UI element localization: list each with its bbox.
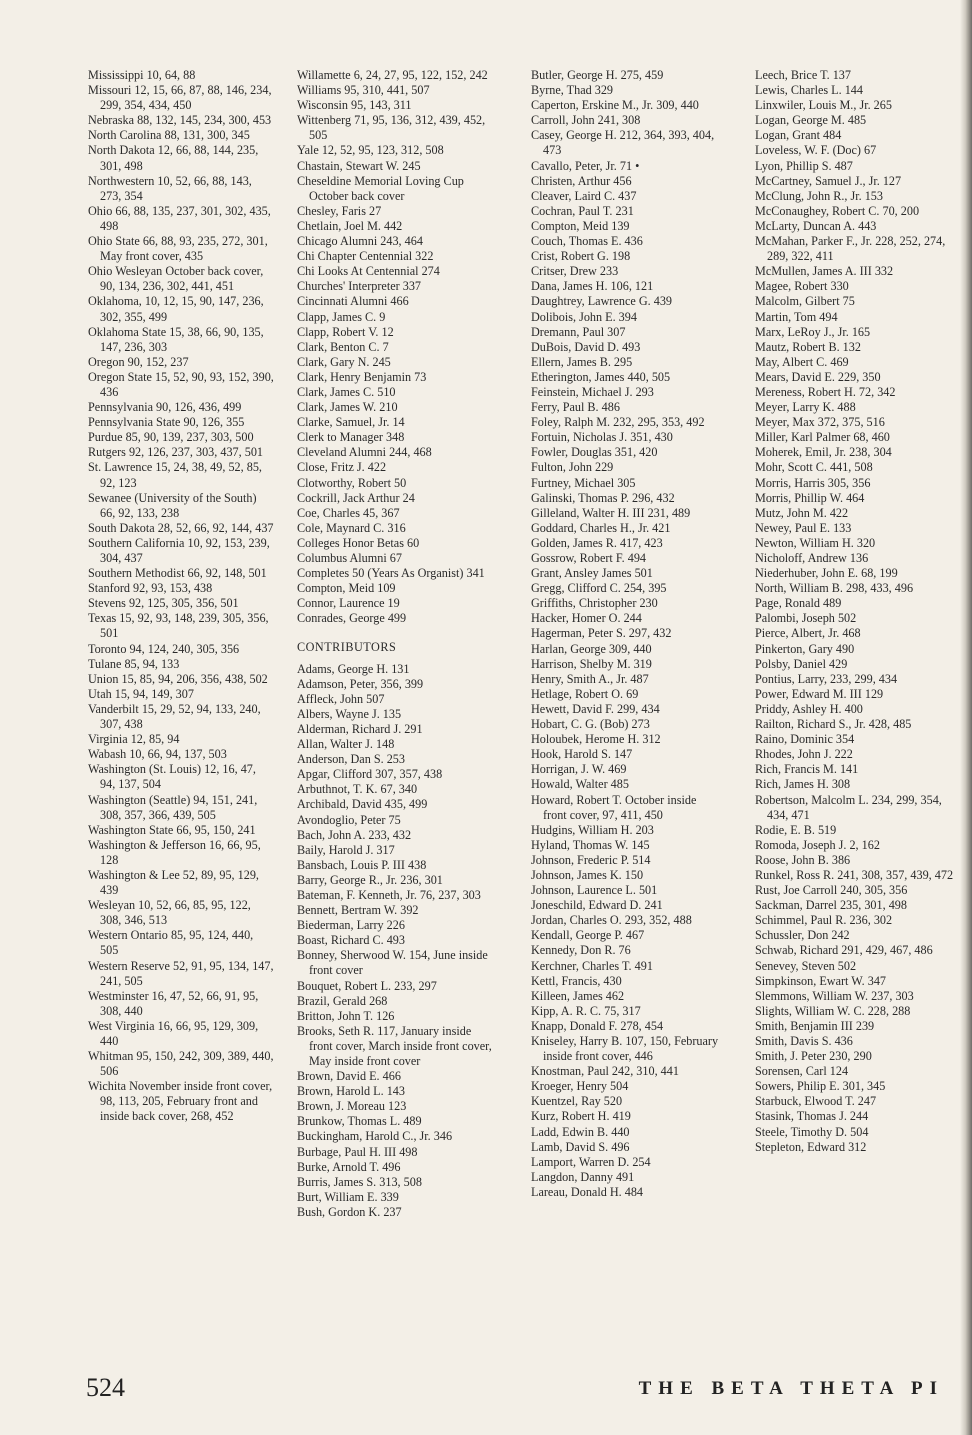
index-entry: Mautz, Robert B. 132 (755, 339, 861, 354)
index-entry: Morris, Phillip W. 464 (755, 490, 865, 505)
index-entry: Kettl, Francis, 430 (531, 973, 622, 988)
index-entry: Clapp, Robert V. 12 (297, 324, 394, 339)
index-entry: Brown, J. Moreau 123 (297, 1099, 407, 1114)
index-entry: Raino, Dominic 354 (755, 732, 855, 747)
index-entry: Marx, LeRoy J., Jr. 165 (755, 324, 871, 339)
index-entry: Romoda, Joseph J. 2, 162 (755, 837, 880, 852)
index-entry: Westminster 16, 47, 52, 66, 91, 95, 308, 440 (88, 988, 259, 1018)
index-entry: Smith, Benjamin III 239 (755, 1018, 875, 1033)
index-entry: Completes 50 (Years As Organist) 341 (297, 566, 485, 581)
index-entry: Hook, Harold S. 147 (531, 747, 633, 762)
index-entry: Kniseley, Harry B. 107, 150, February inside front cover, 446 (531, 1034, 719, 1064)
index-entry: Ladd, Edwin B. 440 (531, 1124, 630, 1139)
index-entry: Jordan, Charles O. 293, 352, 488 (531, 913, 692, 928)
index-entry: Caperton, Erskine M., Jr. 309, 440 (531, 98, 699, 113)
index-entry: Dremann, Paul 307 (531, 324, 626, 339)
index-entry: May, Albert C. 469 (755, 354, 849, 369)
index-entry: Cleaver, Laird C. 437 (531, 188, 637, 203)
index-entry: Purdue 85, 90, 139, 237, 303, 500 (88, 430, 254, 445)
index-entry: Colleges Honor Betas 60 (297, 535, 420, 550)
index-entry: Cockrill, Jack Arthur 24 (297, 490, 415, 505)
index-entry: Toronto 94, 124, 240, 305, 356 (88, 641, 240, 656)
index-entry: St. Lawrence 15, 24, 38, 49, 52, 85, 92, 123 (88, 460, 262, 490)
index-entry: Howald, Walter 485 (531, 777, 629, 792)
index-entry: Bateman, F. Kenneth, Jr. 76, 237, 303 (297, 887, 481, 902)
index-entry: Runkel, Ross R. 241, 308, 357, 439, 472 (755, 867, 954, 882)
index-entry: Polsby, Daniel 429 (755, 656, 848, 671)
index-entry: Chetlain, Joel M. 442 (297, 218, 403, 233)
index-entry: Lamb, David S. 496 (531, 1139, 630, 1154)
index-entry: Hagerman, Peter S. 297, 432 (531, 626, 672, 641)
index-entry: Magee, Robert 330 (755, 279, 849, 294)
index-entry: Tulane 85, 94, 133 (88, 656, 180, 671)
index-entry: Joneschild, Edward D. 241 (531, 898, 663, 913)
index-entry: Langdon, Danny 491 (531, 1169, 635, 1184)
index-entry: Pennsylvania 90, 126, 436, 499 (88, 400, 242, 415)
index-entry: Brunkow, Thomas L. 489 (297, 1114, 422, 1129)
index-entry: Wittenberg 71, 95, 136, 312, 439, 452, 505 (297, 113, 486, 143)
index-entry: Lamport, Warren D. 254 (531, 1154, 651, 1169)
index-entry: Missouri 12, 15, 66, 87, 88, 146, 234, 299, 354, 434, 450 (88, 83, 272, 113)
index-column-3 (531, 68, 723, 1200)
index-entry: Stevens 92, 125, 305, 356, 501 (88, 596, 239, 611)
index-entry: Fortuin, Nicholas J. 351, 430 (531, 430, 673, 445)
index-entry: Hetlage, Robert O. 69 (531, 686, 639, 701)
index-entry: Rutgers 92, 126, 237, 303, 437, 501 (88, 445, 264, 460)
index-entry: Buckingham, Harold C., Jr. 346 (297, 1129, 453, 1144)
index-entry: Power, Edward M. III 129 (755, 686, 884, 701)
index-entry: Horrigan, J. W. 469 (531, 762, 627, 777)
index-entry: Hudgins, William H. 203 (531, 822, 654, 837)
index-entry: Biederman, Larry 226 (297, 918, 405, 933)
index-entry: Baily, Harold J. 317 (297, 842, 395, 857)
index-entry: Mississippi 10, 64, 88 (88, 68, 196, 82)
index-entry: Oregon 90, 152, 237 (88, 354, 189, 369)
index-entry: Washington (Seattle) 94, 151, 241, 308, 357, 366, 439, 505 (88, 792, 258, 822)
index-entry: Burbage, Paul H. III 498 (297, 1144, 418, 1159)
index-entry: Union 15, 85, 94, 206, 356, 438, 502 (88, 671, 268, 686)
index-entry: Simpkinson, Ewart W. 347 (755, 973, 887, 988)
index-entry: Fulton, John 229 (531, 460, 614, 475)
index-entry: Clark, Henry Benjamin 73 (297, 369, 427, 384)
index-entry: Mutz, John M. 422 (755, 505, 849, 520)
index-entry: Brown, David E. 466 (297, 1069, 401, 1084)
index-entry: Grant, Ansley James 501 (531, 566, 653, 581)
index-entry: Meyer, Max 372, 375, 516 (755, 415, 885, 430)
index-entry: Griffiths, Christopher 230 (531, 596, 658, 611)
index-entry: Harrison, Shelby M. 319 (531, 656, 652, 671)
index-entry: McLarty, Duncan A. 443 (755, 218, 877, 233)
index-entry: Burt, William E. 339 (297, 1189, 399, 1204)
index-entry: Rich, James H. 308 (755, 777, 851, 792)
index-entry: Stepleton, Edward 312 (755, 1139, 867, 1154)
index-entry: Howard, Robert T. October inside front cover, 97, 411, 450 (531, 792, 697, 822)
index-entry: Bennett, Bertram W. 392 (297, 903, 419, 918)
index-entry: Pierce, Albert, Jr. 468 (755, 626, 861, 641)
index-entry: Schussler, Don 242 (755, 928, 850, 943)
section-gap (297, 626, 493, 640)
index-entry: Casey, George H. 212, 364, 393, 404, 473 (531, 128, 715, 158)
index-entry: DuBois, David D. 493 (531, 339, 641, 354)
index-entry: Chastain, Stewart W. 245 (297, 158, 421, 173)
index-entry: Kuentzel, Ray 520 (531, 1094, 623, 1109)
index-entry: Sewanee (University of the South) 66, 92, 133, 238 (88, 490, 257, 520)
index-entry: Pontius, Larry, 233, 299, 434 (755, 671, 898, 686)
index-entry: Affleck, John 507 (297, 691, 385, 706)
index-entry: Hobart, C. G. (Bob) 273 (531, 717, 650, 732)
index-entry: Schwab, Richard 291, 429, 467, 486 (755, 943, 933, 958)
index-entry: Leech, Brice T. 137 (755, 68, 851, 82)
page-edge-shadow (960, 0, 972, 1435)
index-entry: Clark, Benton C. 7 (297, 339, 389, 354)
index-entry: Chi Looks At Centennial 274 (297, 264, 440, 279)
index-entry: Pinkerton, Gary 490 (755, 641, 855, 656)
index-entry: Oklahoma State 15, 38, 66, 90, 135, 147, 236, 303 (88, 324, 264, 354)
index-entry: Brooks, Seth R. 117, January inside front cover, March inside front cover, May inside front cover (297, 1023, 492, 1068)
index-entry: Mohr, Scott C. 441, 508 (755, 460, 873, 475)
index-entry: Barry, George R., Jr. 236, 301 (297, 872, 443, 887)
index-entry: Ellern, James B. 295 (531, 354, 633, 369)
page-number: 524 (86, 1373, 125, 1402)
index-entry: Roose, John B. 386 (755, 852, 851, 867)
index-entry: Ferry, Paul B. 486 (531, 400, 620, 415)
index-entry: Steele, Timothy D. 504 (755, 1124, 869, 1139)
index-entry: Nicholoff, Andrew 136 (755, 551, 869, 565)
index-entry: Adamson, Peter, 356, 399 (297, 676, 424, 691)
index-entry: Stasink, Thomas J. 244 (755, 1109, 869, 1124)
index-entry: North Dakota 12, 66, 88, 144, 235, 301, 498 (88, 143, 259, 173)
index-entry: Kendall, George P. 467 (531, 928, 645, 943)
index-entry: Loveless, W. F. (Doc) 67 (755, 143, 877, 158)
index-entry: Moherek, Emil, Jr. 238, 304 (755, 445, 892, 460)
index-entry: Newey, Paul E. 133 (755, 520, 852, 535)
index-entry: Burris, James S. 313, 508 (297, 1174, 422, 1189)
index-entry: North Carolina 88, 131, 300, 345 (88, 128, 250, 143)
index-entry: Dolibois, John E. 394 (531, 309, 637, 324)
index-entry: Avondoglio, Peter 75 (297, 812, 401, 827)
index-entry: Clark, James C. 510 (297, 384, 396, 399)
index-entry: Golden, James R. 417, 423 (531, 535, 663, 550)
index-entry: Yale 12, 52, 95, 123, 312, 508 (297, 143, 444, 158)
index-entry: Kennedy, Don R. 76 (531, 943, 631, 958)
index-entry: Galinski, Thomas P. 296, 432 (531, 490, 675, 505)
index-entry: Dana, James H. 106, 121 (531, 279, 654, 294)
index-entry: Connor, Laurence 19 (297, 596, 400, 611)
index-column-4 (755, 68, 959, 1155)
index-entry: Washington & Lee 52, 89, 95, 129, 439 (88, 867, 259, 898)
index-entry: Carroll, John 241, 308 (531, 113, 641, 128)
index-entry: Foley, Ralph M. 232, 295, 353, 492 (531, 415, 705, 430)
index-entry: Kipp, A. R. C. 75, 317 (531, 1003, 641, 1018)
index-entry: Wichita November inside front cover, 98, 113, 205, February front and inside back cover, 268, 452 (88, 1079, 273, 1124)
index-entry: Cole, Maynard C. 316 (297, 520, 406, 535)
index-entry: Kurz, Robert H. 419 (531, 1109, 631, 1124)
index-entry: Sackman, Darrel 235, 301, 498 (755, 898, 907, 913)
index-entry: Crist, Robert G. 198 (531, 249, 631, 264)
index-entry: Lyon, Phillip S. 487 (755, 158, 853, 173)
index-entry: Washington & Jefferson 16, 66, 95, 128 (88, 837, 261, 867)
index-entry: Oregon State 15, 52, 90, 93, 152, 390, 436 (88, 369, 274, 399)
index-entry: Chesley, Faris 27 (297, 203, 382, 218)
index-entry: Clarke, Samuel, Jr. 14 (297, 415, 405, 430)
index-entry: Palombi, Joseph 502 (755, 611, 857, 626)
index-entry: Wisconsin 95, 143, 311 (297, 98, 412, 113)
index-entry: Oklahoma, 10, 12, 15, 90, 147, 236, 302, 355, 499 (88, 294, 264, 324)
index-entry: Logan, Grant 484 (755, 128, 842, 143)
index-entry: Henry, Smith A., Jr. 487 (531, 671, 649, 686)
index-entry: Churches' Interpreter 337 (297, 279, 422, 294)
index-entry: Lewis, Charles L. 144 (755, 83, 863, 98)
index-entry: Goddard, Charles H., Jr. 421 (531, 520, 671, 535)
index-entry: Washington State 66, 95, 150, 241 (88, 822, 256, 837)
index-entry: Boast, Richard C. 493 (297, 933, 405, 948)
index-entry: Morris, Harris 305, 356 (755, 475, 871, 490)
index-entry: North, William B. 298, 433, 496 (755, 581, 914, 596)
index-entry: West Virginia 16, 66, 95, 129, 309, 440 (88, 1018, 259, 1048)
index-entry: McMahan, Parker F., Jr. 228, 252, 274, 289, 322, 411 (755, 234, 946, 264)
index-entry: Compton, Meid 109 (297, 581, 396, 596)
index-entry: Coe, Charles 45, 367 (297, 505, 400, 520)
index-entry: Wabash 10, 66, 94, 137, 503 (88, 747, 227, 762)
index-entry: Logan, George M. 485 (755, 113, 867, 128)
index-entry: Albers, Wayne J. 135 (297, 706, 402, 721)
index-entry: Bansbach, Louis P. III 438 (297, 857, 427, 872)
index-entry: Rodie, E. B. 519 (755, 822, 837, 837)
index-entry: Christen, Arthur 456 (531, 173, 632, 188)
index-entry: South Dakota 28, 52, 66, 92, 144, 437 (88, 520, 274, 535)
index-entry: Kroeger, Henry 504 (531, 1079, 629, 1094)
contributors-heading: CONTRIBUTORS (297, 640, 397, 655)
index-entry: Railton, Richard S., Jr. 428, 485 (755, 717, 912, 732)
index-entry: Bonney, Sherwood W. 154, June inside front cover (297, 948, 488, 978)
index-entry: Ohio 66, 88, 135, 237, 301, 302, 435, 498 (88, 203, 271, 233)
index-entry: Slemmons, William W. 237, 303 (755, 988, 914, 1003)
index-entry: Western Reserve 52, 91, 95, 134, 147, 241, 505 (88, 958, 274, 988)
index-entry: Senevey, Steven 502 (755, 958, 857, 973)
index-entry: Smith, Davis S. 436 (755, 1034, 853, 1048)
index-entry: Clark, James W. 210 (297, 400, 398, 415)
index-entry: Willamette 6, 24, 27, 95, 122, 152, 242 (297, 68, 488, 82)
index-entry: Southern California 10, 92, 153, 239, 304, 437 (88, 535, 270, 565)
index-entry: Clerk to Manager 348 (297, 430, 405, 445)
index-entry: Vanderbilt 15, 29, 52, 94, 133, 240, 307, 438 (88, 701, 261, 732)
index-entry: Robertson, Malcolm L. 234, 299, 354, 434, 471 (755, 792, 942, 822)
index-entry: Critser, Drew 233 (531, 264, 619, 279)
index-entry: Hewett, David F. 299, 434 (531, 701, 660, 716)
index-entry: Kerchner, Charles T. 491 (531, 958, 653, 973)
index-entry: Cincinnati Alumni 466 (297, 294, 409, 309)
index-entry: Hyland, Thomas W. 145 (531, 837, 650, 852)
running-title: THE BETA THETA PI (638, 1378, 944, 1399)
index-entry: Apgar, Clifford 307, 357, 438 (297, 767, 443, 782)
index-entry: Ohio Wesleyan October back cover, 90, 134, 236, 302, 441, 451 (88, 264, 264, 294)
index-entry: Northwestern 10, 52, 66, 88, 143, 273, 354 (88, 173, 252, 203)
index-entry: Brown, Harold L. 143 (297, 1084, 405, 1099)
index-entry: Alderman, Richard J. 291 (297, 721, 423, 736)
index-entry: Western Ontario 85, 95, 124, 440, 505 (88, 928, 254, 958)
index-entry: Malcolm, Gilbert 75 (755, 294, 855, 309)
index-entry: Chicago Alumni 243, 464 (297, 234, 423, 249)
index-entry: Wesleyan 10, 52, 66, 85, 95, 122, 308, 346, 513 (88, 898, 251, 928)
index-entry: Lareau, Donald H. 484 (531, 1184, 644, 1199)
index-entry: Mereness, Robert H. 72, 342 (755, 384, 896, 399)
index-entry: Slights, William W. C. 228, 288 (755, 1003, 911, 1018)
index-entry: Fowler, Douglas 351, 420 (531, 445, 658, 460)
index-entry: Gregg, Clifford C. 254, 395 (531, 581, 667, 596)
index-entry: Cleveland Alumni 244, 468 (297, 445, 432, 460)
index-entry: Rust, Joe Carroll 240, 305, 356 (755, 883, 908, 898)
index-entry: Conrades, George 499 (297, 611, 407, 626)
index-entry: Utah 15, 94, 149, 307 (88, 686, 194, 701)
index-entry: Sowers, Philip E. 301, 345 (755, 1079, 886, 1094)
index-entry: Columbus Alumni 67 (297, 551, 402, 565)
index-entry: Stanford 92, 93, 153, 438 (88, 581, 213, 596)
index-entry: Johnson, James K. 150 (531, 867, 644, 882)
index-entry: Holoubek, Herome H. 312 (531, 732, 661, 747)
index-entry: Nebraska 88, 132, 145, 234, 300, 453 (88, 113, 272, 128)
index-entry: Clapp, James C. 9 (297, 309, 386, 324)
index-entry: Miller, Karl Palmer 68, 460 (755, 430, 890, 445)
index-entry: Cochran, Paul T. 231 (531, 203, 634, 218)
index-entry: Whitman 95, 150, 242, 309, 389, 440, 506 (88, 1049, 274, 1079)
index-entry: Archibald, David 435, 499 (297, 797, 428, 812)
index-entry: Cavallo, Peter, Jr. 71 • (531, 158, 640, 173)
index-entry: Bush, Gordon K. 237 (297, 1204, 402, 1219)
index-entry: McClung, John R., Jr. 153 (755, 188, 883, 203)
index-entry: Ohio State 66, 88, 93, 235, 272, 301, May front cover, 435 (88, 234, 268, 264)
index-entry: Priddy, Ashley H. 400 (755, 701, 863, 716)
index-entry: Harlan, George 309, 440 (531, 641, 652, 656)
index-entry: Cheseldine Memorial Loving Cup October back cover (297, 173, 464, 203)
index-entry: Rhodes, John J. 222 (755, 747, 853, 762)
contributors-list (297, 662, 493, 1220)
index-entry: Byrne, Thad 329 (531, 83, 614, 98)
index-entry: Johnson, Laurence L. 501 (531, 883, 658, 898)
index-entry: Starbuck, Elwood T. 247 (755, 1094, 877, 1109)
index-entry: Allan, Walter J. 148 (297, 737, 395, 752)
index-entry: Furtney, Michael 305 (531, 475, 636, 490)
index-entry: Compton, Meid 139 (531, 218, 630, 233)
index-column-2 (297, 68, 493, 1220)
index-entry: Anderson, Dan S. 253 (297, 752, 405, 767)
index-entry: Southern Methodist 66, 92, 148, 501 (88, 566, 267, 581)
index-entry: Chi Chapter Centennial 322 (297, 249, 434, 264)
index-entry: Texas 15, 92, 93, 148, 239, 305, 356, 501 (88, 611, 269, 641)
index-entry: Newton, William H. 320 (755, 535, 876, 550)
index-entry: Virginia 12, 85, 94 (88, 732, 180, 747)
index-entry: Clotworthy, Robert 50 (297, 475, 407, 490)
index-entry: Bouquet, Robert L. 233, 297 (297, 978, 437, 993)
column-2-entries (297, 68, 493, 626)
index-entry: Adams, George H. 131 (297, 661, 410, 676)
index-entry: Linxwiler, Louis M., Jr. 265 (755, 98, 892, 113)
index-entry: McMullen, James A. III 332 (755, 264, 894, 279)
index-entry: Britton, John T. 126 (297, 1008, 395, 1023)
index-entry: Close, Fritz J. 422 (297, 460, 387, 475)
index-entry: Washington (St. Louis) 12, 16, 47, 94, 137, 504 (88, 762, 256, 792)
index-entry: Sorensen, Carl 124 (755, 1064, 849, 1079)
index-column-1 (88, 68, 274, 1125)
index-entry: Knapp, Donald F. 278, 454 (531, 1018, 664, 1033)
index-entry: Williams 95, 310, 441, 507 (297, 83, 430, 98)
index-entry: Arbuthnot, T. K. 67, 340 (297, 782, 418, 797)
index-entry: Butler, George H. 275, 459 (531, 68, 664, 82)
index-entry: Rich, Francis M. 141 (755, 762, 859, 777)
index-entry: Burke, Arnold T. 496 (297, 1159, 401, 1174)
index-entry: Feinstein, Michael J. 293 (531, 384, 654, 399)
index-entry: Clark, Gary N. 245 (297, 354, 391, 369)
index-entry: McCartney, Samuel J., Jr. 127 (755, 173, 902, 188)
index-entry: Johnson, Frederic P. 514 (531, 852, 651, 867)
index-entry: Knostman, Paul 242, 310, 441 (531, 1064, 679, 1079)
index-entry: Smith, J. Peter 230, 290 (755, 1049, 872, 1064)
index-entry: McConaughey, Robert C. 70, 200 (755, 203, 920, 218)
index-entry: Daughtrey, Lawrence G. 439 (531, 294, 673, 309)
index-entry: Gossrow, Robert F. 494 (531, 551, 647, 565)
index-entry: Schimmel, Paul R. 236, 302 (755, 913, 893, 928)
index-entry: Page, Ronald 489 (755, 596, 842, 611)
index-entry: Gilleland, Walter H. III 231, 489 (531, 505, 691, 520)
index-entry: Mears, David E. 229, 350 (755, 369, 881, 384)
index-entry: Etherington, James 440, 505 (531, 369, 671, 384)
index-entry: Niederhuber, John E. 68, 199 (755, 566, 898, 581)
index-entry: Couch, Thomas E. 436 (531, 234, 643, 249)
index-entry: Pennsylvania State 90, 126, 355 (88, 415, 245, 430)
index-entry: Brazil, Gerald 268 (297, 993, 388, 1008)
index-entry: Martin, Tom 494 (755, 309, 838, 324)
index-entry: Hacker, Homer O. 244 (531, 611, 642, 626)
index-entry: Killeen, James 462 (531, 988, 625, 1003)
index-entry: Bach, John A. 233, 432 (297, 827, 412, 842)
index-entry: Meyer, Larry K. 488 (755, 400, 856, 415)
